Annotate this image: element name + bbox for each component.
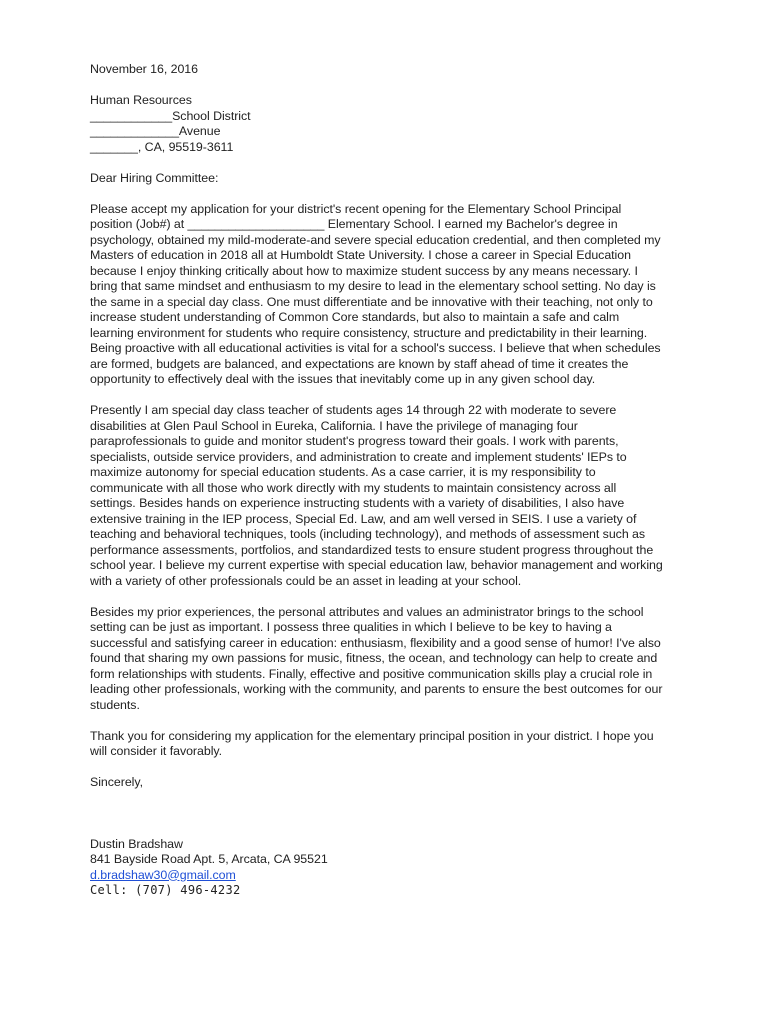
signature-space xyxy=(90,791,690,837)
cover-letter xyxy=(90,62,690,899)
recipient-address xyxy=(90,93,690,155)
body-paragraph-3: Besides my prior experiences, the personal attributes and values an administrator brings to the school setting can be just as important. I possess three qualities in which I believe to be key to having a successful and satisfying career in education: enthusiasm, flexibility and a good sense of humor! I've also found that sharing my own passions for music, fitness, the ocean, and technology can help to create and form relationships with students. Finally, effective and positive communication skills play a crucial role in leading other professionals, working with the community, and parents to ensure the best outcomes for our students. xyxy=(90,604,663,712)
signature-name: Dustin Bradshaw xyxy=(90,836,183,851)
closing: Sincerely, xyxy=(90,775,143,789)
recipient-line-4: _______, CA, 95519-3611 xyxy=(90,139,234,154)
body-paragraph-4: Thank you for considering my application for the elementary principal position in your district. I hope you will consider it favorably. xyxy=(90,728,654,758)
salutation-block xyxy=(90,171,690,187)
letter-date-block xyxy=(90,62,690,78)
recipient-line-1: Human Resources xyxy=(90,93,192,107)
email-link[interactable]: d.bradshaw30@gmail.com xyxy=(90,867,236,882)
closing-block xyxy=(90,775,690,791)
signature-block xyxy=(90,837,690,899)
letter-date: November 16, 2016 xyxy=(90,62,198,76)
signature-address: 841 Bayside Road Apt. 5, Arcata, CA 95521 xyxy=(90,852,328,866)
recipient-line-2: ____________School District xyxy=(90,108,251,123)
salutation: Dear Hiring Committee: xyxy=(90,170,219,185)
body-paragraph-1: Please accept my application for your district's recent opening for the Elementary School Principal position (Job#) at ____________________ Elementary School. I earned my Bachelor's degree in psychology, obtained my mild-moderate-and severe special education credential, and then completed my Masters of education in 2018 all at Humboldt State University. I chose a career in Special Education because I enjoy thinking critically about how to maximize student success by any means necessary. I bring that same mindset and enthusiasm to my desire to lead in the elementary school setting. No day is the same in a special day class. One must differentiate and be innovative with their teaching, not only to increase student understanding of Common Core standards, but also to maintain a safe and calm learning environment for students who require consistency, structure and predictability in their learning. Being proactive with all educational activities is vital for a school's success. I believe that when schedules are formed, budgets are balanced, and expectations are known by staff ahead of time it creates the opportunity to effectively deal with the issues that inevitably come up in any given school day. xyxy=(90,201,661,386)
body-paragraph-2: Presently I am special day class teacher of students ages 14 through 22 with moderate to severe disabilities at Glen Paul School in Eureka, California. I have the privilege of managing four paraprofessionals to guide and monitor student's progress toward their goals. I work with parents, specialists, outside service providers, and administration to create and implement students' IEPs to maximize autonomy for special education students. As a case carrier, it is my responsibility to communicate with all those who work directly with my students to maintain consistency across all settings. Besides hands on experience instructing students with a variety of disabilities, I also have extensive training in the IEP process, Special Ed. Law, and am well versed in SEIS. I use a variety of teaching and behavioral techniques, tools (including technology), and methods of assessment such as performance assessments, portfolios, and standardized tests to ensure student progress throughout the school year. I believe my current expertise with special education law, behavior management and working with a variety of other professionals could be an asset in leading at your school. xyxy=(90,403,663,588)
recipient-line-3: _____________Avenue xyxy=(90,124,221,138)
cell-phone: Cell: (707) 496-4232 xyxy=(90,883,241,897)
